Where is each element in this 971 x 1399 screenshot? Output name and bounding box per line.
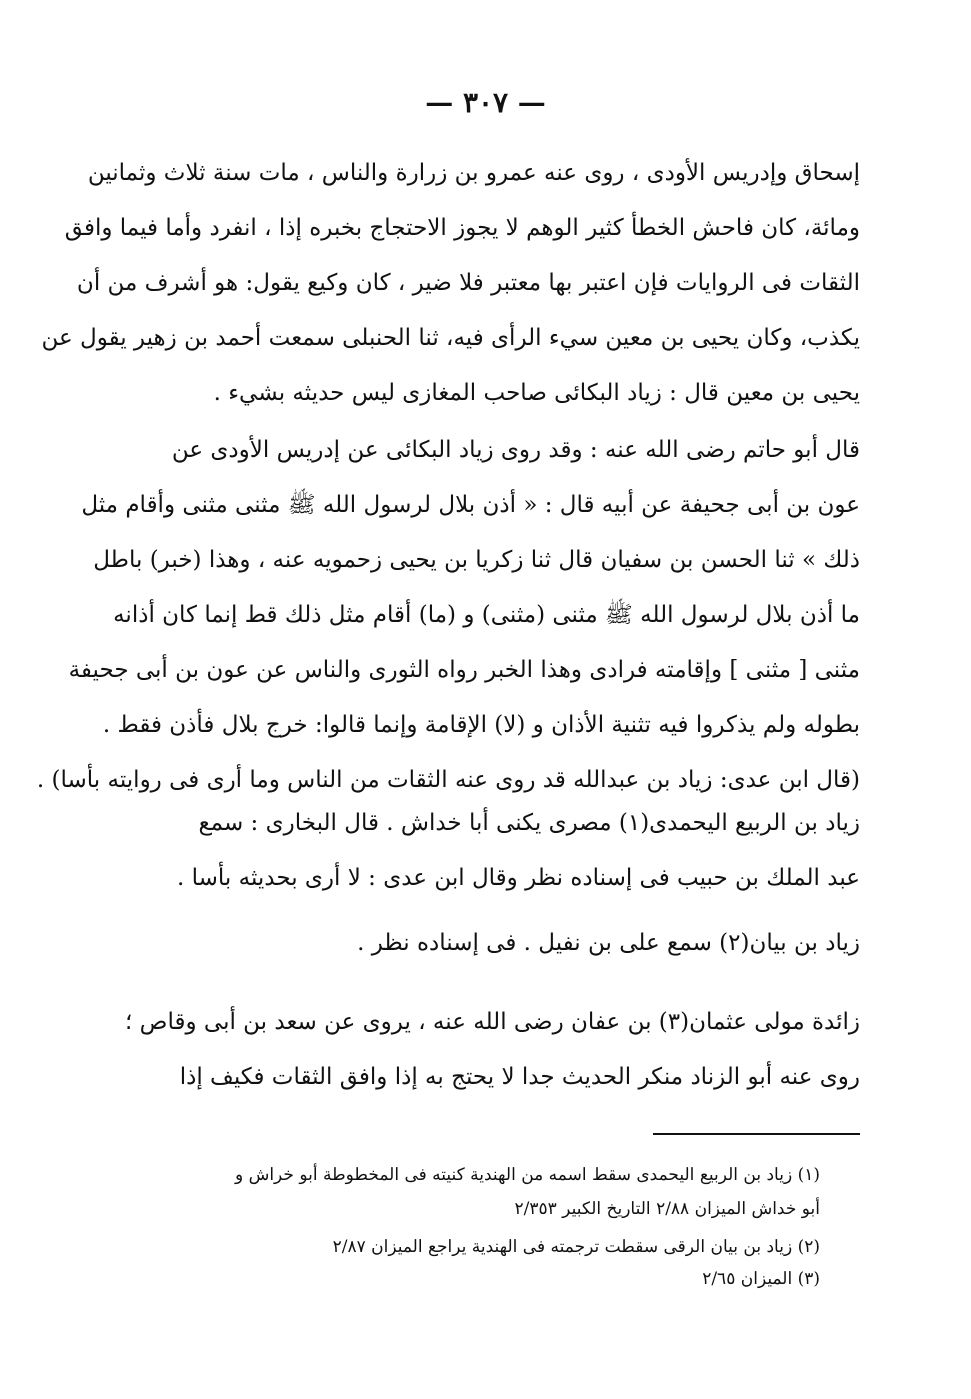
text-line: روى عنه أبو الزناد منكر الحديث جدا لا يحتج به إذا وافق الثقات فكيف إذا (179, 1064, 860, 1090)
entry-paragraph-2 (36, 423, 860, 808)
text-line: عون بن أبى جحيفة عن أبيه قال : « أذن بلال لرسول الله ﷺ مثنى مثنى وأقام مثل (81, 492, 860, 518)
footnote-1: (١) زياد بن الربيع اليحمدى سقط اسمه من الهندية كنيته فى المخطوطة أبو خراش و (234, 1165, 820, 1185)
entry-paragraph-4 (120, 916, 860, 971)
text-line: بطوله ولم يذكروا فيه تثنية الأذان و (لا) الإقامة وإنما قالوا: خرج بلال فأذن فقط . (102, 712, 860, 738)
entry-paragraph-1 (41, 146, 860, 421)
text-line: (قال ابن عدى: زياد بن عبدالله قد روى عنه الثقات من الناس وما أرى فى روايته بأسا) . (36, 767, 860, 793)
text-line: زياد بن الربيع اليحمدى(١) مصرى يكنى أبا خداش . قال البخارى : سمع (198, 810, 860, 836)
text-line: الثقات فى الروايات فإن اعتبر بها معتبر فلا ضير ، كان وكيع يقول: هو أشرف من أن (76, 270, 860, 296)
text-line: يحيى بن معين قال : زياد البكائى صاحب المغازى ليس حديثه بشيء . (213, 380, 860, 406)
page-number: — ٣٠٧ — (425, 86, 546, 119)
text-line: قال أبو حاتم رضى الله عنه : وقد روى زياد البكائى عن إدريس الأودى عن (171, 437, 860, 463)
text-line: ذلك » ثنا الحسن بن سفيان قال ثنا زكريا بن يحيى زحمويه عنه ، وهذا (خبر) باطل (93, 547, 860, 573)
text-line: مثنى [ مثنى ] وإقامته فرادى وهذا الخبر رواه الثورى والناس عن عون بن أبى جحيفة (68, 657, 860, 683)
text-line: زائدة مولى عثمان(٣) بن عفان رضى الله عنه ، يروى عن سعد بن أبى وقاص ؛ (125, 1009, 860, 1035)
entry-paragraph-5 (120, 995, 860, 1105)
entry-paragraph-3 (120, 796, 860, 906)
footnote-3: (٣) الميزان ٢/٦٥ (702, 1269, 820, 1289)
footnote-1-continued: أبو خداش الميزان ٢/٨٨ التاريخ الكبير ٢/٣٥٣ (514, 1199, 820, 1219)
footnote-2: (٢) زياد بن بيان الرقى سقطت ترجمته فى الهندية يراجع الميزان ٢/٨٧ (332, 1237, 820, 1257)
text-line: ما أذن بلال لرسول الله ﷺ مثنى (مثنى) و (ما) أقام مثل ذلك قط إنما كان أذانه (113, 602, 860, 628)
footnote-separator (653, 1133, 860, 1135)
text-line: ومائة، كان فاحش الخطأ كثير الوهم لا يجوز الاحتجاج بخبره إذا ، انفرد وأما فيما وافق (64, 215, 860, 241)
text-line: يكذب، وكان يحيى بن معين سيء الرأى فيه، ثنا الحنبلى سمعت أحمد بن زهير يقول عن (41, 325, 860, 351)
text-line: عبد الملك بن حبيب فى إسناده نظر وقال ابن عدى : لا أرى بحديثه بأسا . (177, 865, 860, 891)
text-line: إسحاق وإدريس الأودى ، روى عنه عمرو بن زرارة والناس ، مات سنة ثلاث وثمانين (87, 160, 860, 186)
text-line: زياد بن بيان(٢) سمع على بن نفيل . فى إسناده نظر . (357, 930, 860, 956)
